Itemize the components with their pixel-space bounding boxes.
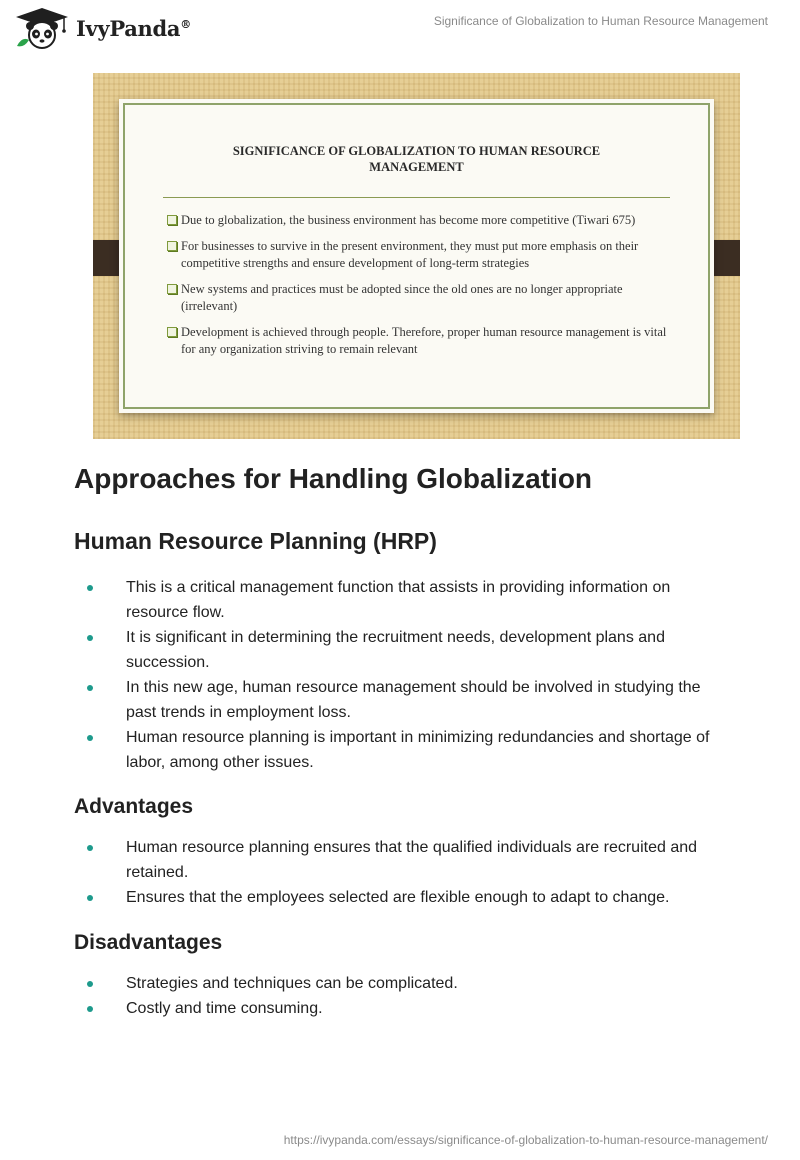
disadvantages-heading: Disadvantages — [74, 931, 223, 954]
bullet-icon — [87, 845, 93, 851]
logo-wordmark: IvyPanda® — [76, 15, 191, 41]
ivypanda-logo[interactable] — [14, 6, 191, 50]
bullet-icon — [87, 895, 93, 901]
page-header — [0, 0, 800, 60]
panda-graduate-icon — [14, 6, 70, 50]
list-item: In this new age, human resource management should be involved in studying the past trends in employment loss. — [74, 675, 734, 725]
list-item: Human resource planning ensures that the qualified individuals are recruited and retained. — [74, 835, 734, 885]
slide-card — [119, 99, 714, 413]
list-item: Ensures that the employees selected are flexible enough to adapt to change. — [74, 885, 734, 910]
advantages-list — [74, 835, 734, 910]
list-item: Human resource planning is important in minimizing redundancies and shortage of labor, among other issues. — [74, 725, 734, 775]
bullet-icon — [87, 735, 93, 741]
document-title: Significance of Globalization to Human Resource Management — [433, 14, 768, 28]
slide-title: SIGNIFICANCE OF GLOBALIZATION TO HUMAN RESOURCE MANAGEMENT — [232, 144, 601, 174]
slide-bullet-item: New systems and practices must be adopted since the old ones are no longer appropriate (irrelevant) — [167, 281, 674, 315]
bullet-icon — [87, 981, 93, 987]
checkbox-bullet-icon — [167, 327, 177, 337]
checkbox-bullet-icon — [167, 284, 177, 294]
disadvantages-list — [74, 971, 734, 1021]
slide-bullet-item: For businesses to survive in the present environment, they must put more emphasis on their competitive strengths and ensure development of long-term strategies — [167, 238, 674, 272]
source-url[interactable]: https://ivypanda.com/essays/significance-of-globalization-to-human-resource-management/ — [283, 1133, 768, 1147]
slide-divider — [163, 197, 670, 198]
slide-bullet-item: Development is achieved through people. Therefore, proper human resource management is vital for any organization striving to remain relevant — [167, 324, 674, 358]
checkbox-bullet-icon — [167, 241, 177, 251]
list-item: This is a critical management function that assists in providing information on resource flow. — [74, 575, 734, 625]
bullet-icon — [87, 685, 93, 691]
slide-image — [93, 73, 740, 439]
section-heading: Approaches for Handling Globalization — [74, 463, 593, 494]
checkbox-bullet-icon — [167, 215, 177, 225]
hrp-heading: Human Resource Planning (HRP) — [74, 528, 437, 554]
slide-bullet-list — [167, 212, 674, 367]
list-item: It is significant in determining the recruitment needs, development plans and succession. — [74, 625, 734, 675]
bullet-icon — [87, 635, 93, 641]
bullet-icon — [87, 1006, 93, 1012]
bullet-icon — [87, 585, 93, 591]
hrp-list — [74, 575, 734, 775]
slide-bullet-item: Due to globalization, the business environment has become more competitive (Tiwari 675) — [167, 212, 674, 229]
list-item: Costly and time consuming. — [74, 996, 734, 1021]
list-item: Strategies and techniques can be complicated. — [74, 971, 734, 996]
advantages-heading: Advantages — [74, 795, 194, 818]
